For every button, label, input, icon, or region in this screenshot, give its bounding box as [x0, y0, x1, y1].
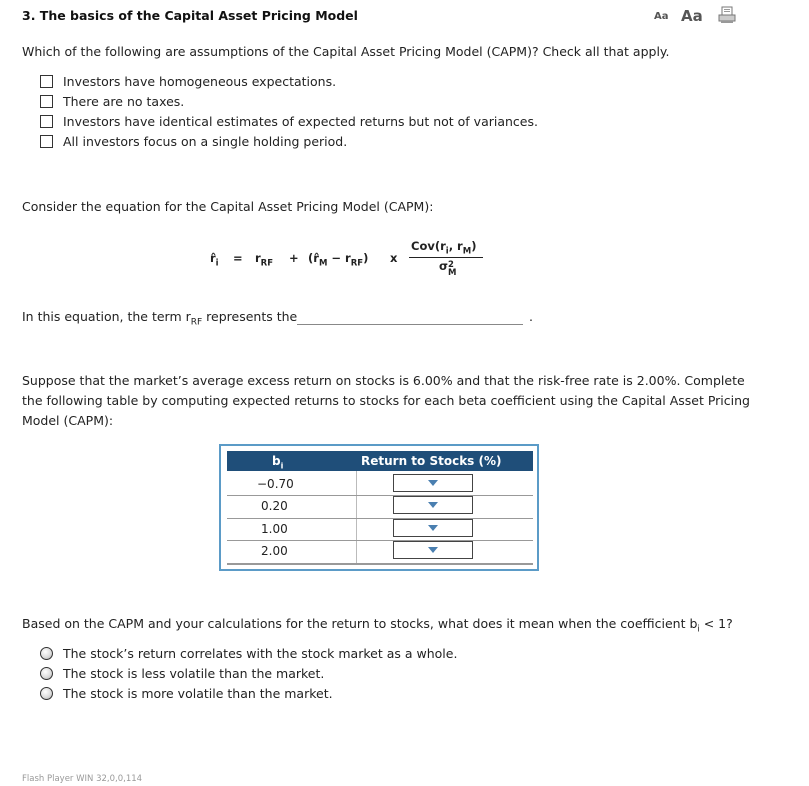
equation-market-premium: $(r̂_M - r_{RF})$	[308, 251, 369, 269]
checkbox[interactable]	[40, 75, 53, 88]
print-icon[interactable]	[717, 5, 737, 25]
option-label: There are no taxes.	[63, 93, 185, 109]
option-label: All investors focus on a single holding period.	[63, 133, 348, 149]
equation-numerator: $Cov(r_i$, $r_M$)	[411, 239, 477, 257]
option-label: Investors have identical estimates of expected returns but not of variances.	[63, 113, 538, 129]
equation-plus: +	[289, 251, 299, 265]
row-divider	[227, 540, 533, 541]
page-title: 3. The basics of the Capital Asset Pricing Model	[22, 8, 358, 23]
equation-times: x	[390, 251, 398, 265]
q4-option-correlates[interactable]	[40, 645, 457, 661]
equation-rf: $r_{RF}$	[255, 251, 274, 269]
q4-option-more-volatile[interactable]	[40, 685, 333, 701]
answer-blank-dropdown[interactable]	[297, 324, 523, 325]
capm-table	[219, 444, 539, 571]
radio-button[interactable]	[40, 667, 53, 680]
header-beta: $b_i$	[272, 454, 284, 471]
chevron-down-icon	[428, 547, 438, 553]
table-header	[227, 451, 533, 471]
beta-cell-2: 0.20	[261, 499, 288, 513]
beta-cell-3: 1.00	[261, 522, 288, 536]
q1-prompt: Which of the following are assumptions of the Capital Asset Pricing Model (CAPM)? Check all that apply.	[22, 44, 670, 59]
option-label: The stock is less volatile than the market.	[63, 665, 325, 681]
q3-prompt-line2: the following table by computing expected returns to stocks for each beta coefficient using the Capital Asset Pricing	[22, 393, 750, 408]
chevron-down-icon	[428, 502, 438, 508]
return-dropdown-2[interactable]	[393, 496, 473, 514]
equation-equals: =	[233, 251, 243, 265]
radio-button[interactable]	[40, 647, 53, 660]
beta-cell-1: −0.70	[257, 477, 294, 491]
option-label: The stock is more volatile than the market.	[63, 685, 333, 701]
flash-version: Flash Player WIN 32,0,0,114	[22, 774, 143, 784]
header-return: Return to Stocks (%)	[361, 454, 502, 468]
column-separator	[356, 471, 357, 563]
return-dropdown-1[interactable]	[393, 474, 473, 492]
option-label: Investors have homogeneous expectations.	[63, 73, 337, 89]
q2-statement: In this equation, the term $r_{RF}$ represents the	[22, 309, 298, 328]
q2-prompt: Consider the equation for the Capital Asset Pricing Model (CAPM):	[22, 199, 434, 214]
q3-prompt-line3: Model (CAPM):	[22, 413, 114, 428]
statement-period: .	[529, 309, 533, 324]
increase-font-button[interactable]: Aa	[681, 7, 703, 25]
table-bottom-rule	[227, 563, 533, 565]
chevron-down-icon	[428, 525, 438, 531]
q1-option-no-taxes[interactable]	[40, 93, 184, 109]
q4-prompt: Based on the CAPM and your calculations for the return to stocks, what does it mean when the coefficient $b_i < 1$?	[22, 616, 733, 635]
q1-option-homogeneous[interactable]	[40, 73, 336, 89]
radio-button[interactable]	[40, 687, 53, 700]
q1-option-identical-estimates[interactable]	[40, 113, 538, 129]
equation-denominator: σ 2 M	[439, 259, 457, 278]
checkbox[interactable]	[40, 115, 53, 128]
equation-lhs: $r̂_i$	[210, 251, 219, 269]
chevron-down-icon	[428, 480, 438, 486]
row-divider	[227, 495, 533, 496]
option-label: The stock’s return correlates with the stock market as a whole.	[63, 645, 458, 661]
row-divider	[227, 518, 533, 519]
beta-cell-4: 2.00	[261, 544, 288, 558]
return-dropdown-3[interactable]	[393, 519, 473, 537]
fraction-bar	[409, 257, 483, 258]
return-dropdown-4[interactable]	[393, 541, 473, 559]
q3-prompt-line1: Suppose that the market’s average excess return on stocks is 6.00% and that the risk-free rate is 2.00%. Complete	[22, 373, 745, 388]
decrease-font-button[interactable]: Aa	[654, 11, 669, 22]
checkbox[interactable]	[40, 135, 53, 148]
checkbox[interactable]	[40, 95, 53, 108]
q1-option-single-period[interactable]	[40, 133, 347, 149]
q4-option-less-volatile[interactable]	[40, 665, 324, 681]
